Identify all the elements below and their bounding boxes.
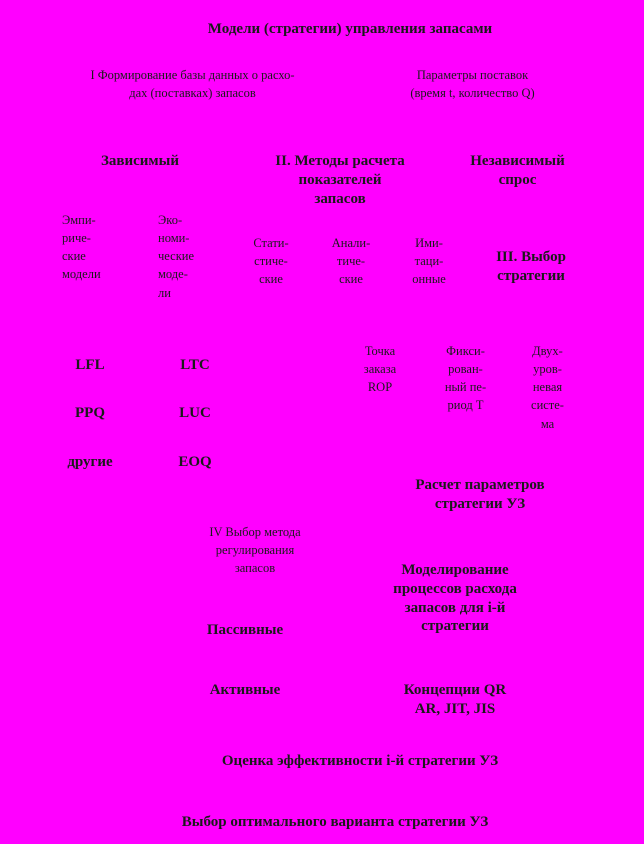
independent-demand-label: Независимый спрос [470, 153, 565, 188]
analytical-methods-label: Анали- тиче- ские [331, 236, 371, 287]
consumption-modeling-label: Моделирование процессов расхода запасов для i-й стратегии [393, 562, 517, 635]
concepts-label: Концепции QR AR, JIT, JIS [403, 682, 507, 717]
model-luc: LUC [179, 405, 211, 421]
strategy-choice-label: III. Выбор стратегии [496, 249, 566, 284]
statistical-methods-label: Стати- стиче- ские [253, 236, 289, 287]
dependent-demand-label: Зависимый [100, 153, 180, 169]
reorder-point-label: Точка заказа ROP [363, 344, 397, 395]
diagram-title: Модели (стратегии) управления запасами [207, 21, 493, 37]
regulation-method-choice-label: IV Выбор метода регулирования запасов [209, 525, 301, 576]
passive-methods-label: Пассивные [206, 622, 284, 638]
parameter-calculation-label: Расчет параметров стратегии УЗ [415, 477, 545, 512]
empirical-models-label: Эмпи- риче- ские модели [62, 213, 101, 282]
imitation-methods-label: Ими- таци- онные [412, 236, 446, 287]
economic-models-label: Эко- номи- ческие моде- ли [158, 213, 195, 300]
model-ppq: PPQ [75, 405, 105, 421]
active-methods-label: Активные [209, 682, 281, 698]
supply-parameters-label: Параметры поставок (время t, количество Q) [410, 68, 535, 101]
efficiency-evaluation-label: Оценка эффективности i-й стратегии УЗ [221, 753, 499, 769]
fixed-period-label: Фикси- рован- ный пе- риод T [444, 344, 487, 413]
two-level-system-label: Двух- уров- невая систе- ма [531, 344, 564, 431]
model-lfl: LFL [75, 357, 105, 373]
data-formation-label: I Формирование базы данных о расхо- дах (поставках) запасов [90, 68, 295, 101]
calculation-methods-label: II. Методы расчета показателей запасов [275, 153, 405, 207]
model-eoq: EOQ [178, 454, 212, 470]
optimal-choice-label: Выбор оптимального варианта стратегии УЗ [181, 814, 489, 830]
model-others: другие [67, 454, 113, 470]
model-ltc: LTC [180, 357, 210, 373]
